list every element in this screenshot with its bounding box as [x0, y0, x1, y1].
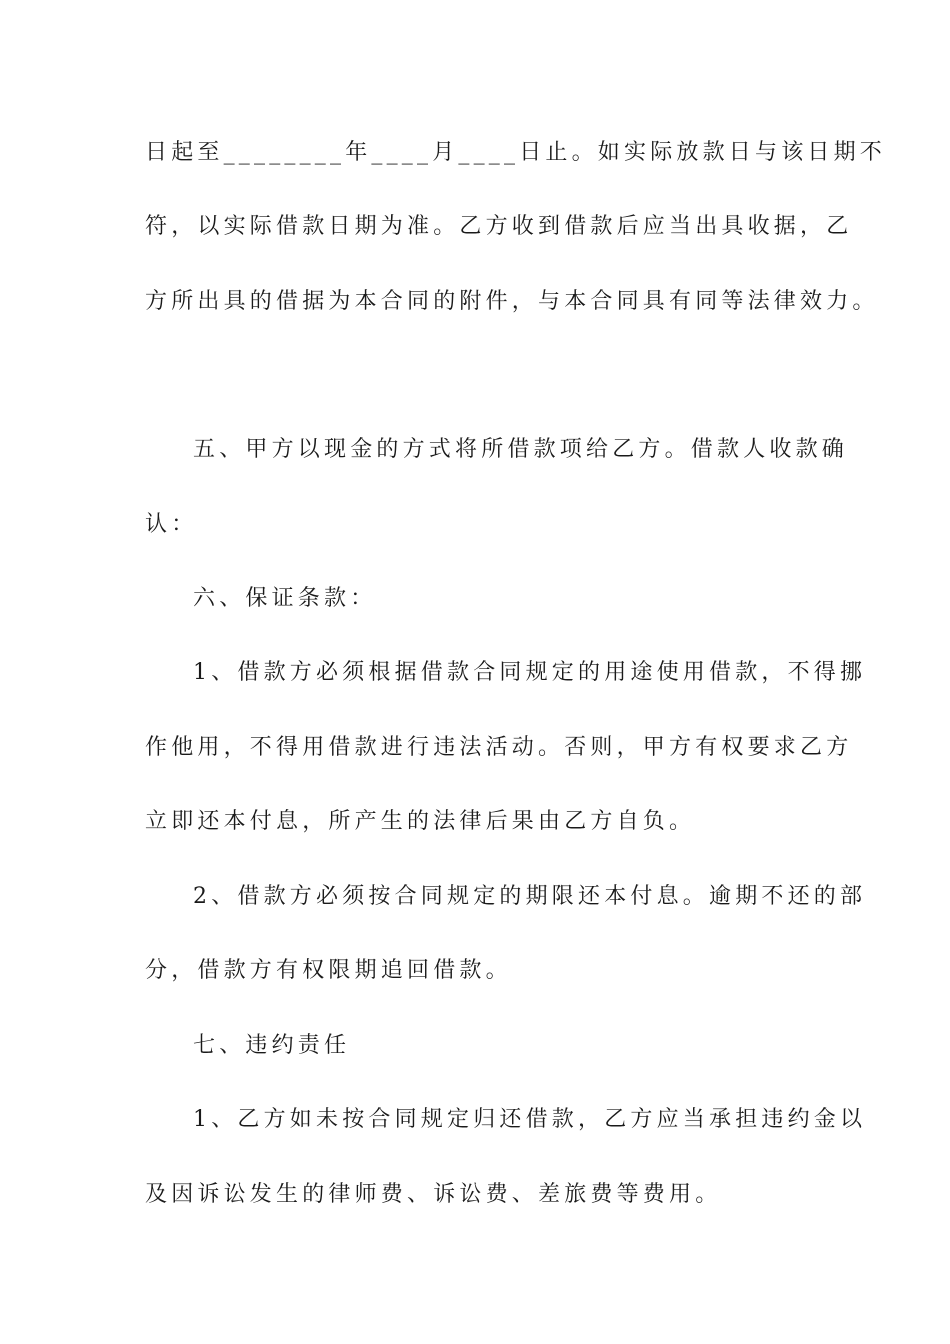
- section-five-heading-line: 五、甲方以现金的方式将所借款项给乙方。借款人收款确: [193, 437, 849, 462]
- section-seven-heading: 七、违约责任: [193, 1033, 351, 1058]
- clause-six-2-line: 2、借款方必须按合同规定的期限还本付息。逾期不还的部: [193, 884, 867, 909]
- paragraph-line: 及因诉讼发生的律师费、诉讼费、差旅费等费用。: [145, 1182, 722, 1207]
- paragraph-line: 作他用，不得用借款进行违法活动。否则，甲方有权要求乙方: [145, 735, 853, 760]
- paragraph-line: 方所出具的借据为本合同的附件，与本合同具有同等法律效力。: [145, 289, 879, 314]
- paragraph-line: 认：: [145, 512, 198, 537]
- clause-six-1-line: 1、借款方必须根据借款合同规定的用途使用借款，不得挪: [193, 660, 867, 685]
- section-six-heading: 六、保证条款：: [193, 586, 377, 611]
- paragraph-line: 日起至________年____月____日止。如实际放款日与该日期不: [145, 140, 887, 165]
- paragraph-line: 分，借款方有权限期追回借款。: [145, 958, 512, 983]
- paragraph-line: 符，以实际借款日期为准。乙方收到借款后应当出具收据，乙: [145, 214, 853, 239]
- paragraph-line: 立即还本付息，所产生的法律后果由乙方自负。: [145, 809, 696, 834]
- clause-seven-1-line: 1、乙方如未按合同规定归还借款，乙方应当承担违约金以: [193, 1107, 867, 1132]
